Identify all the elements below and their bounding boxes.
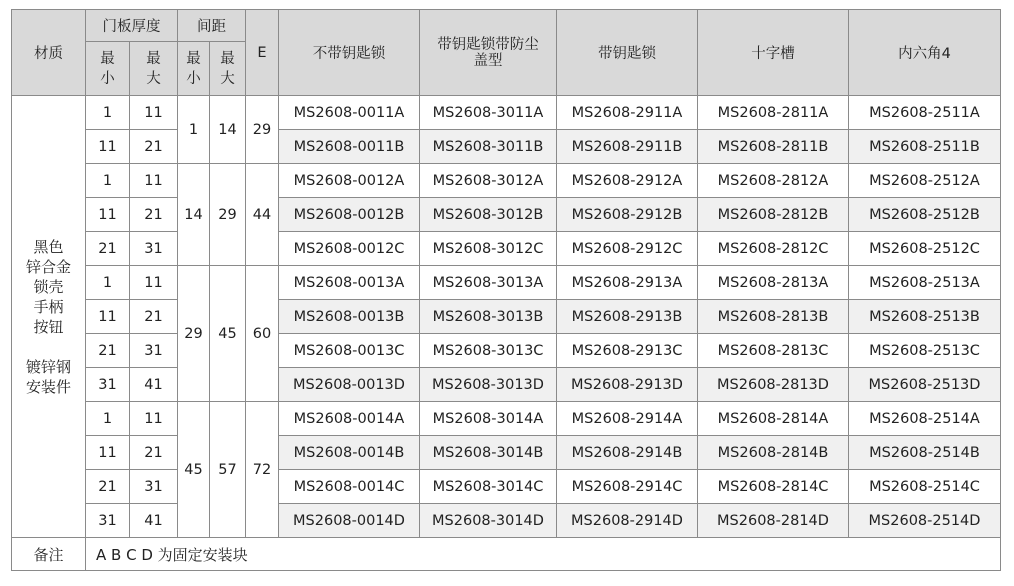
part-code-cell: MS2608-0011A (279, 96, 420, 130)
part-code-cell: MS2608-0011B (279, 130, 420, 164)
table-row (12, 300, 1001, 334)
part-code-cell: MS2608-2913D (557, 368, 698, 402)
header-thickness-min (86, 42, 130, 96)
part-code-cell: MS2608-2512A (849, 164, 1001, 198)
part-code-cell: MS2608-2813D (698, 368, 849, 402)
thickness-max-cell: 11 (130, 164, 178, 198)
material-line: 锌合金 (25, 257, 71, 276)
thickness-min-cell: 11 (86, 436, 130, 470)
part-code-cell: MS2608-3014A (420, 402, 557, 436)
table-row (12, 402, 1001, 436)
thickness-max-cell: 41 (130, 368, 178, 402)
part-code-cell: MS2608-2913C (557, 334, 698, 368)
header-material: 材质 (12, 10, 86, 96)
thickness-max-cell: 31 (130, 470, 178, 504)
thickness-min-cell: 1 (86, 402, 130, 436)
part-code-cell: MS2608-3012C (420, 232, 557, 266)
header-col-2-label: 带钥匙锁带防尘盖型 (437, 36, 539, 69)
thickness-min-cell: 21 (86, 334, 130, 368)
header-col-5: 内六角4 (849, 10, 1001, 96)
part-code-cell: MS2608-3014D (420, 504, 557, 538)
part-code-cell: MS2608-2912B (557, 198, 698, 232)
header-door-thickness: 门板厚度 (86, 10, 178, 42)
table-row (12, 232, 1001, 266)
thickness-min-cell: 11 (86, 300, 130, 334)
table-row (12, 504, 1001, 538)
thickness-max-cell: 11 (130, 266, 178, 300)
thickness-max-cell: 21 (130, 130, 178, 164)
part-code-cell: MS2608-0014C (279, 470, 420, 504)
thickness-min-cell: 11 (86, 198, 130, 232)
part-code-cell: MS2608-2911A (557, 96, 698, 130)
e-cell: 60 (246, 266, 279, 402)
part-code-cell: MS2608-2814A (698, 402, 849, 436)
part-code-cell: MS2608-2514C (849, 470, 1001, 504)
part-code-cell: MS2608-0013C (279, 334, 420, 368)
part-code-cell: MS2608-0014D (279, 504, 420, 538)
spec-table (11, 9, 1001, 571)
e-cell: 72 (246, 402, 279, 538)
part-code-cell: MS2608-2513A (849, 266, 1001, 300)
table-body (12, 96, 1001, 571)
note-label: 备注 (12, 538, 86, 571)
table-row (12, 96, 1001, 130)
part-code-cell: MS2608-2511A (849, 96, 1001, 130)
part-code-cell: MS2608-2513D (849, 368, 1001, 402)
part-code-cell: MS2608-2914D (557, 504, 698, 538)
part-code-cell: MS2608-2814C (698, 470, 849, 504)
part-code-cell: MS2608-2814B (698, 436, 849, 470)
header-spacing-min-label: 最 小 (186, 50, 201, 87)
part-code-cell: MS2608-2912C (557, 232, 698, 266)
part-code-cell: MS2608-3013C (420, 334, 557, 368)
table-row (12, 198, 1001, 232)
material-cell (12, 96, 86, 538)
spacing-min-cell: 45 (178, 402, 210, 538)
note-row (12, 538, 1001, 571)
e-cell: 29 (246, 96, 279, 164)
thickness-max-cell: 11 (130, 96, 178, 130)
part-code-cell: MS2608-0013B (279, 300, 420, 334)
part-code-cell: MS2608-2812A (698, 164, 849, 198)
part-code-cell: MS2608-3013B (420, 300, 557, 334)
part-code-cell: MS2608-2511B (849, 130, 1001, 164)
part-code-cell: MS2608-0014B (279, 436, 420, 470)
thickness-max-cell: 21 (130, 300, 178, 334)
part-code-cell: MS2608-3012B (420, 198, 557, 232)
table-row (12, 130, 1001, 164)
part-code-cell: MS2608-2912A (557, 164, 698, 198)
thickness-min-cell: 1 (86, 266, 130, 300)
part-code-cell: MS2608-0013A (279, 266, 420, 300)
part-code-cell: MS2608-3012A (420, 164, 557, 198)
spacing-min-cell: 29 (178, 266, 210, 402)
material-line (12, 337, 85, 357)
table-row (12, 436, 1001, 470)
material-line: 手柄 (33, 297, 64, 316)
part-code-cell: MS2608-2513B (849, 300, 1001, 334)
part-code-cell: MS2608-3011A (420, 96, 557, 130)
thickness-min-cell: 31 (86, 368, 130, 402)
part-code-cell: MS2608-2812C (698, 232, 849, 266)
header-col-4: 十字槽 (698, 10, 849, 96)
header-col-2 (420, 10, 557, 96)
thickness-min-cell: 31 (86, 504, 130, 538)
part-code-cell: MS2608-3014C (420, 470, 557, 504)
thickness-min-cell: 11 (86, 130, 130, 164)
header-spacing-max (210, 42, 246, 96)
spacing-min-cell: 1 (178, 96, 210, 164)
thickness-min-cell: 1 (86, 164, 130, 198)
thickness-min-cell: 1 (86, 96, 130, 130)
part-code-cell: MS2608-2514B (849, 436, 1001, 470)
part-code-cell: MS2608-3011B (420, 130, 557, 164)
part-code-cell: MS2608-2514A (849, 402, 1001, 436)
header-spacing: 间距 (178, 10, 246, 42)
part-code-cell: MS2608-2512C (849, 232, 1001, 266)
table-row (12, 266, 1001, 300)
part-code-cell: MS2608-3014B (420, 436, 557, 470)
part-code-cell: MS2608-2812B (698, 198, 849, 232)
part-code-cell: MS2608-2514D (849, 504, 1001, 538)
part-code-cell: MS2608-3013A (420, 266, 557, 300)
part-code-cell: MS2608-0012C (279, 232, 420, 266)
spacing-max-cell: 29 (210, 164, 246, 266)
thickness-max-cell: 21 (130, 198, 178, 232)
part-code-cell: MS2608-2914B (557, 436, 698, 470)
header-e: E (246, 10, 279, 96)
thickness-max-cell: 21 (130, 436, 178, 470)
part-code-cell: MS2608-0012A (279, 164, 420, 198)
thickness-max-cell: 11 (130, 402, 178, 436)
thickness-max-cell: 31 (130, 334, 178, 368)
e-cell: 44 (246, 164, 279, 266)
header-spacing-max-label: 最 大 (220, 50, 235, 87)
material-line: 黑色 (33, 237, 64, 256)
thickness-min-cell: 21 (86, 232, 130, 266)
thickness-max-cell: 41 (130, 504, 178, 538)
part-code-cell: MS2608-2512B (849, 198, 1001, 232)
table-row (12, 334, 1001, 368)
table-row (12, 470, 1001, 504)
part-code-cell: MS2608-2913B (557, 300, 698, 334)
spacing-min-cell: 14 (178, 164, 210, 266)
spacing-max-cell: 45 (210, 266, 246, 402)
material-line: 锁壳 (33, 277, 64, 296)
part-code-cell: MS2608-2813A (698, 266, 849, 300)
part-code-cell: MS2608-2811B (698, 130, 849, 164)
part-code-cell: MS2608-2813B (698, 300, 849, 334)
part-code-cell: MS2608-2911B (557, 130, 698, 164)
spacing-max-cell: 14 (210, 96, 246, 164)
spacing-max-cell: 57 (210, 402, 246, 538)
header-spacing-min (178, 42, 210, 96)
header-thickness-max (130, 42, 178, 96)
part-code-cell: MS2608-2813C (698, 334, 849, 368)
part-code-cell: MS2608-2814D (698, 504, 849, 538)
part-code-cell: MS2608-3013D (420, 368, 557, 402)
header-thickness-max-label: 最 大 (146, 50, 161, 87)
material-line: 按钮 (33, 317, 64, 336)
part-code-cell: MS2608-2914C (557, 470, 698, 504)
part-code-cell: MS2608-0012B (279, 198, 420, 232)
thickness-max-cell: 31 (130, 232, 178, 266)
header-col-3: 带钥匙锁 (557, 10, 698, 96)
material-line: 安装件 (25, 377, 71, 396)
part-code-cell: MS2608-0013D (279, 368, 420, 402)
table-row (12, 164, 1001, 198)
part-code-cell: MS2608-2913A (557, 266, 698, 300)
header-thickness-min-label: 最 小 (100, 50, 115, 87)
part-code-cell: MS2608-2811A (698, 96, 849, 130)
header-col-1: 不带钥匙锁 (279, 10, 420, 96)
part-code-cell: MS2608-0014A (279, 402, 420, 436)
note-text: A B C D 为固定安装块 (86, 538, 1001, 571)
table-row (12, 368, 1001, 402)
part-code-cell: MS2608-2914A (557, 402, 698, 436)
material-line: 镀锌钢 (25, 357, 71, 376)
part-code-cell: MS2608-2513C (849, 334, 1001, 368)
thickness-min-cell: 21 (86, 470, 130, 504)
